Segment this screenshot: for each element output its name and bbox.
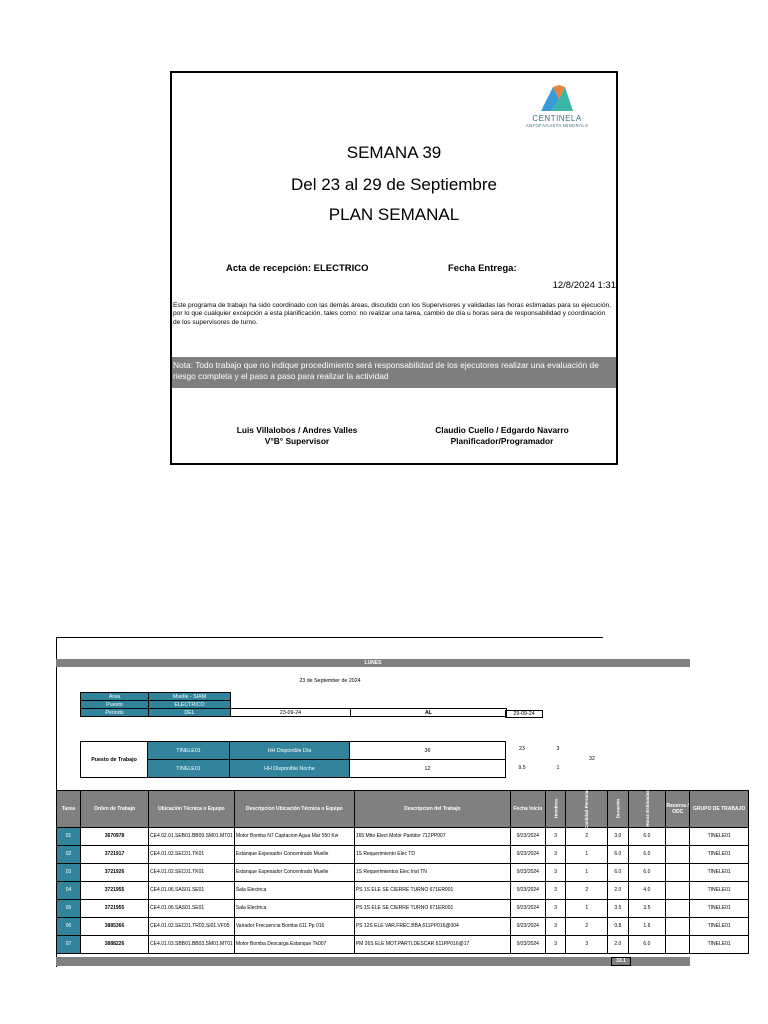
centinela-logo — [524, 83, 590, 128]
cell-h: 3 — [545, 846, 566, 864]
periodo-del: DEL — [149, 709, 231, 717]
cell-r — [666, 882, 690, 900]
cell-ot: 3721917 — [81, 846, 149, 864]
cell-fecha: 9/23/2024 — [510, 864, 545, 882]
cell-p: 2 — [566, 882, 608, 900]
cell-p: 1 — [566, 900, 608, 918]
day-bar: LUNES — [56, 659, 690, 667]
cell-r — [666, 918, 690, 936]
cell-ot: 3885366 — [81, 918, 149, 936]
table-row — [57, 900, 749, 918]
table-row — [57, 882, 749, 900]
cell-d: 0.8 — [608, 918, 629, 936]
cell-d: 6.0 — [608, 846, 629, 864]
signature-supervisor — [222, 425, 372, 446]
total-bar — [56, 957, 690, 966]
cell-desc: 1S Requerimiento Elec TD — [354, 846, 510, 864]
cell-g: TINELE01 — [690, 882, 749, 900]
col-ubicacion: Ubicación Técnica o Equipo — [149, 791, 235, 828]
cell-desc: 1S Requerimientos Elec Inst TN — [354, 864, 510, 882]
periodo-al: AL — [351, 709, 507, 717]
cell-ot: 3721955 — [81, 882, 149, 900]
cell-g: TINELE01 — [690, 828, 749, 846]
total-hours: 33.1 — [611, 957, 631, 966]
cell-r — [666, 864, 690, 882]
sheet-date: 23 de September de 2024 — [299, 678, 361, 684]
hh-table — [80, 741, 506, 778]
cell-d: 3.5 — [608, 900, 629, 918]
cell-desc_ubic: Motor Bomba Descarga Estanque Tk007 — [234, 936, 354, 954]
col-tarea: Tarea — [57, 791, 81, 828]
cell-desc_ubic: Motor Bomba N7 Captacion Agua Mar 550 Kw — [234, 828, 354, 846]
cell-h: 3 — [545, 900, 566, 918]
cell-e: 3.5 — [628, 900, 666, 918]
cover-title-range: Del 23 al 29 de Septiembre — [290, 175, 498, 194]
hh-night-a: 9.5 — [518, 765, 526, 771]
cell-ot: 3721926 — [81, 864, 149, 882]
cell-fecha: 9/23/2024 — [510, 900, 545, 918]
logo-brand: CENTINELA — [532, 114, 582, 123]
cell-tarea: 05 — [57, 900, 81, 918]
cover-paragraph: Este programa de trabajo ha sido coordinado con las demás áreas, discutido con los Supervisores y validadas las horas estimadas para su ejecución, por lo que cualquier excepción a esta planificación, tales como: no realizar una tarea, cambio de día u horas sera de responsabilidad y coordinación de los supervisores de turno. — [173, 302, 611, 326]
cell-desc: PS 1S ELE SE CIERRE TURNO 671ER001 — [354, 900, 510, 918]
col-desc-trabajo: Descripcion del Trabajo — [354, 791, 510, 828]
signature-planner — [422, 425, 582, 446]
col-personas: Cantidad Personas — [566, 791, 608, 828]
cell-g: TINELE01 — [690, 918, 749, 936]
cell-ubic: CE4.01.06.SAS01.SE01 — [149, 882, 235, 900]
puesto-value: ELECTRICO — [149, 701, 231, 709]
col-duracion: Duración — [608, 791, 629, 828]
cell-g: TINELE01 — [690, 900, 749, 918]
cell-p: 1 — [566, 846, 608, 864]
cell-e: 6.0 — [628, 936, 666, 954]
table-row — [57, 828, 749, 846]
cell-g: TINELE01 — [690, 864, 749, 882]
col-fecha: Fecha Inicio — [510, 791, 545, 828]
area-value: Muelle - SIAM — [149, 693, 231, 701]
cover-title-week: SEMANA 39 — [346, 143, 442, 162]
cell-p: 2 — [566, 918, 608, 936]
cell-e: 6.0 — [628, 828, 666, 846]
cell-r — [666, 828, 690, 846]
cell-fecha: 9/23/2024 — [510, 882, 545, 900]
hh-label-night: HH Disponible Noche — [230, 760, 350, 778]
cell-ot: 3670978 — [81, 828, 149, 846]
work-table — [56, 790, 749, 954]
signature-planner-name: Claudio Cuello / Edgardo Navarro — [435, 425, 569, 435]
col-reserva: Reserva / ODC — [666, 791, 690, 828]
cell-e: 6.0 — [628, 846, 666, 864]
cell-d: 6.0 — [608, 864, 629, 882]
cell-ot: 3721955 — [81, 900, 149, 918]
col-desc-ubicacion: Descripcion Ubicación Técnica o Equipo — [234, 791, 354, 828]
cell-d: 3.0 — [608, 828, 629, 846]
hh-value-night: 12 — [350, 760, 506, 778]
cell-tarea: 07 — [57, 936, 81, 954]
hh-label-day: HH Disponible Día — [230, 742, 350, 760]
cell-fecha: 9/23/2024 — [510, 846, 545, 864]
col-grupo: GRUPO DE TRABAJO — [690, 791, 749, 828]
cell-fecha: 9/23/2024 — [510, 936, 545, 954]
cell-desc: PS 12S ELE VAR.FREC.BBA 611PP016@004 — [354, 918, 510, 936]
cell-fecha: 9/23/2024 — [510, 918, 545, 936]
cell-ubic: CE4.01.02.SEC01.TK01 — [149, 864, 235, 882]
area-label: Area — [81, 693, 149, 701]
cell-ubic: CE4.01.02.SEC01.TK01 — [149, 846, 235, 864]
table-header-row — [57, 791, 749, 828]
periodo-label: Periodo — [81, 709, 149, 717]
cell-desc: 165 Mtto Elect Motor Pantdor 712PP007 — [354, 828, 510, 846]
cell-r — [666, 846, 690, 864]
cover-note: Nota: Todo trabajo que no indique procedimiento será responsabilidad de los ejecutores realizar una evaluación de riesgo completa y el paso a paso para realizar la actividad — [172, 357, 616, 388]
acta-recepcion: Acta de recepción: ELECTRICO — [226, 263, 369, 274]
signature-supervisor-role: V°B° Supervisor — [264, 435, 330, 446]
col-hombres: Hombres — [545, 791, 566, 828]
logo-subtitle: ANTOFAGASTA MINERALS — [525, 123, 589, 128]
logo-mark-icon — [537, 83, 577, 113]
hh-night-b: 1 — [556, 765, 560, 771]
cell-desc_ubic: Sala Electrica — [234, 900, 354, 918]
cell-tarea: 06 — [57, 918, 81, 936]
cell-p: 2 — [566, 828, 608, 846]
cell-p: 3 — [566, 936, 608, 954]
cell-h: 3 — [545, 918, 566, 936]
cell-tarea: 04 — [57, 882, 81, 900]
cell-p: 1 — [566, 864, 608, 882]
info-table — [80, 692, 507, 717]
table-row — [57, 918, 749, 936]
cell-h: 3 — [545, 936, 566, 954]
hh-team-night: TINELE01 — [148, 760, 230, 778]
hh-total: 32 — [589, 756, 595, 762]
cell-e: 6.0 — [628, 864, 666, 882]
cell-fecha: 9/23/2024 — [510, 828, 545, 846]
cell-desc: PM 26S ELE MOT.PARTI.DESCAR 611PP016@17 — [354, 936, 510, 954]
cover-page — [170, 71, 618, 465]
cell-ubic: CE4.02.01.SEB01.BB09.SM01.MT01 — [149, 828, 235, 846]
signature-planner-role: Planificador/Programador — [450, 435, 554, 446]
cell-desc_ubic: Variador Frecuencia Bomba 611 Pp 016 — [234, 918, 354, 936]
cell-desc_ubic: Estanque Espesador Concentrado Muelle — [234, 864, 354, 882]
fecha-entrega-label: Fecha Entrega: — [448, 263, 517, 274]
cell-r — [666, 936, 690, 954]
cell-r — [666, 900, 690, 918]
cell-desc: PS 1S ELE SE CIERRE TURNO 671ER001 — [354, 882, 510, 900]
signature-supervisor-name: Luis Villalobos / Andres Valles — [236, 425, 358, 435]
periodo-start: 23-09-24 — [231, 709, 351, 717]
table-row — [57, 936, 749, 954]
cell-h: 3 — [545, 864, 566, 882]
cell-ubic: CE4.01.06.SAS01.SE01 — [149, 900, 235, 918]
cell-desc_ubic: Sala Electrica — [234, 882, 354, 900]
cell-tarea: 01 — [57, 828, 81, 846]
periodo-end: 29-09-24 — [505, 710, 543, 718]
puesto-trabajo-label: Puesto de Trabajo — [81, 742, 148, 778]
cell-tarea: 03 — [57, 864, 81, 882]
cell-h: 3 — [545, 882, 566, 900]
col-orden: Orden de Trabajo — [81, 791, 149, 828]
cell-ubic: CE4.01.03.SBB01.BB03.SM01.MT01 — [149, 936, 235, 954]
cell-e: 1.6 — [628, 918, 666, 936]
table-row — [57, 846, 749, 864]
col-horas: Horas Estimadas — [628, 791, 666, 828]
table-row — [57, 864, 749, 882]
cell-desc_ubic: Estanque Espesador Concentrado Muelle — [234, 846, 354, 864]
puesto-label: Puesto — [81, 701, 149, 709]
sheet-top-border — [56, 637, 603, 638]
cell-g: TINELE01 — [690, 846, 749, 864]
cell-e: 4.0 — [628, 882, 666, 900]
cover-title-plan: PLAN SEMANAL — [328, 205, 460, 224]
cell-d: 2.0 — [608, 882, 629, 900]
cell-ot: 3888226 — [81, 936, 149, 954]
cell-tarea: 02 — [57, 846, 81, 864]
fecha-entrega-value: 12/8/2024 1:31 — [552, 280, 616, 291]
cell-h: 3 — [545, 828, 566, 846]
cell-d: 2.0 — [608, 936, 629, 954]
hh-day-b: 3 — [556, 746, 560, 752]
cell-g: TINELE01 — [690, 936, 749, 954]
hh-team-day: TINELE01 — [148, 742, 230, 760]
hh-day-a: 23 — [519, 746, 525, 752]
cell-ubic: CE4.01.02.SEC01.TR02.SI01.VF05 — [149, 918, 235, 936]
hh-value-day: 36 — [350, 742, 506, 760]
